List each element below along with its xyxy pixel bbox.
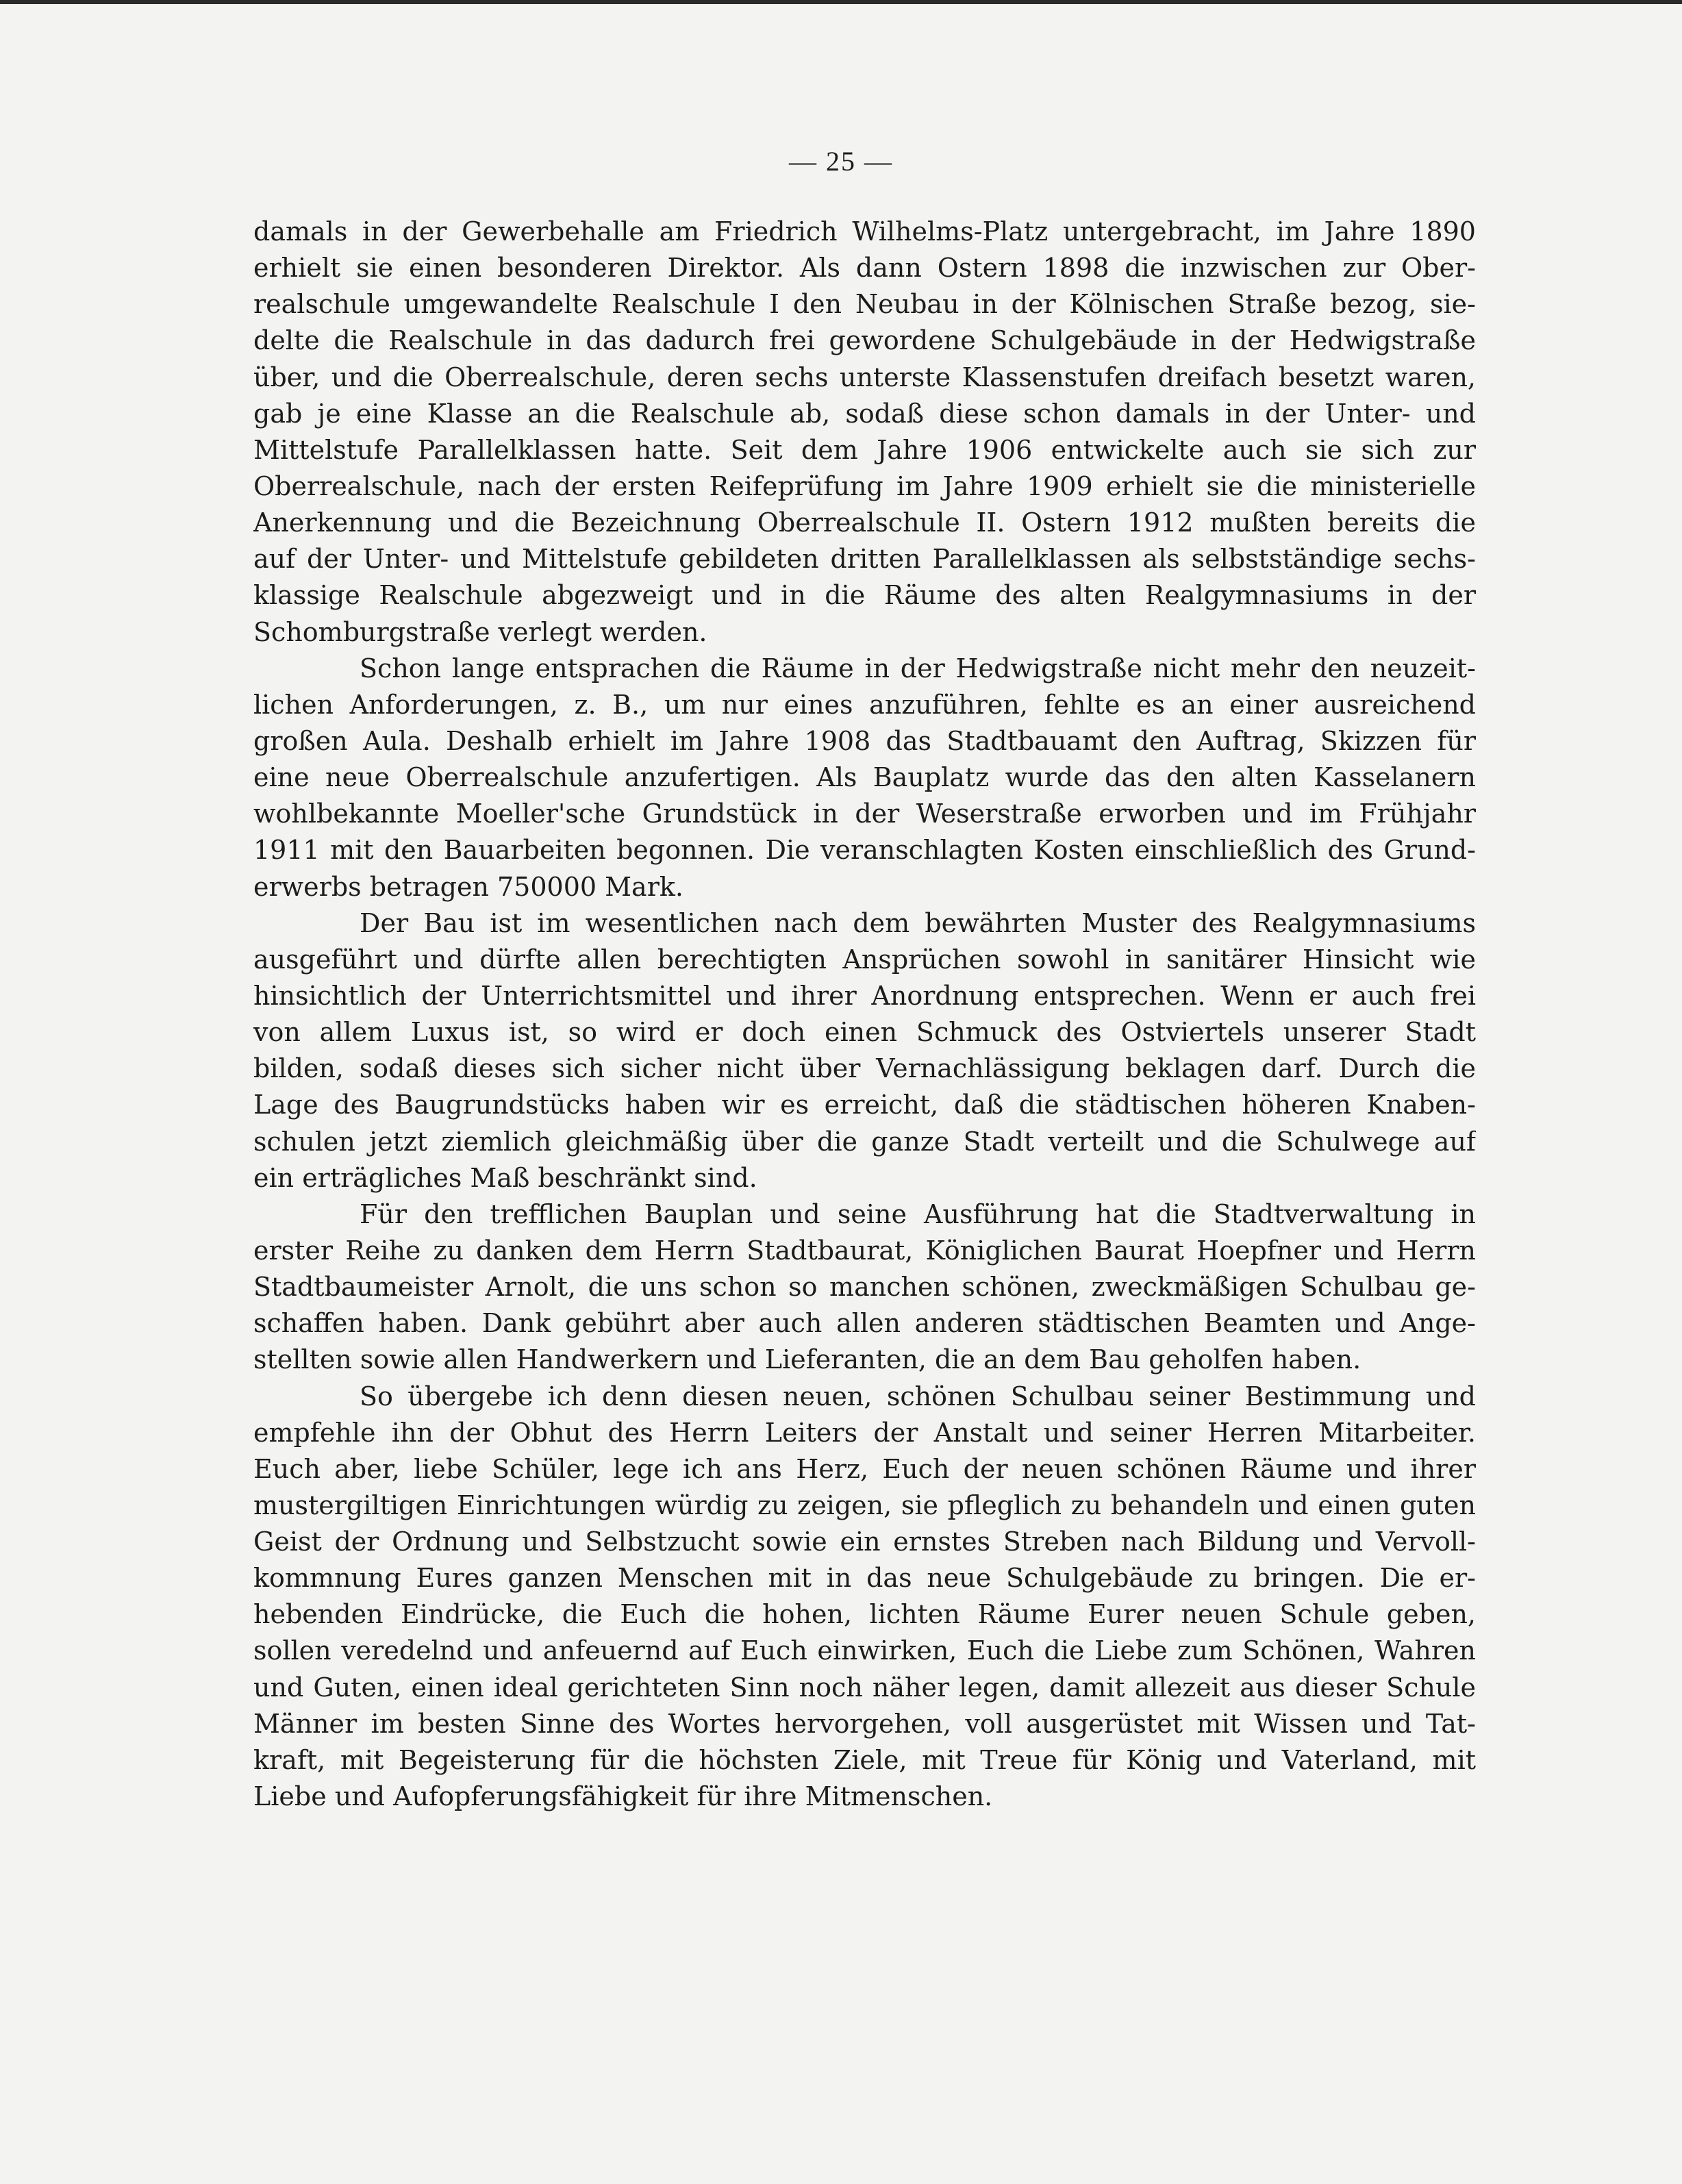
- text-line: auf der Unter- und Mittelstufe gebildeten dritten Parallelklassen als selbstständige sechs-: [253, 544, 1476, 575]
- text-line: ausgeführt und dürfte allen berechtigten Ansprüchen sowohl in sanitärer Hinsicht wie: [253, 944, 1476, 975]
- text-line: über, und die Oberrealschule, deren sechs unterste Klassenstufen dreifach besetzt waren,: [253, 362, 1476, 392]
- paragraph: [253, 651, 1476, 905]
- text-line: stellten sowie allen Handwerkern und Lieferanten, die an dem Bau geholfen haben.: [253, 1344, 1361, 1375]
- text-line: erhielt sie einen besonderen Direktor. Als dann Ostern 1898 die inzwischen zur Ober-: [253, 253, 1476, 284]
- text-line: ein erträgliches Maß beschränkt sind.: [253, 1162, 757, 1193]
- body-text: [253, 214, 1476, 1815]
- text-line: So übergebe ich denn diesen neuen, schönen Schulbau seiner Bestimmung und: [360, 1381, 1476, 1411]
- text-line: Schon lange entsprachen die Räume in der Hedwigstraße nicht mehr den neuzeit-: [360, 653, 1476, 683]
- paragraph: [253, 905, 1476, 1196]
- text-line: Lage des Baugrundstücks haben wir es erreicht, daß die städtischen höheren Knaben-: [253, 1090, 1476, 1120]
- text-line: damals in der Gewerbehalle am Friedrich Wilhelms-Platz untergebracht, im Jahre 1890: [253, 216, 1476, 247]
- paragraph: [253, 1196, 1476, 1379]
- text-line: mustergiltigen Einrichtungen würdig zu zeigen, sie pfleglich zu behandeln und einen guten: [253, 1490, 1476, 1520]
- page-number: — 25 —: [789, 146, 893, 177]
- text-line: realschule umgewandelte Realschule I den Neubau in der Kölnischen Straße bezog, sie-: [253, 289, 1476, 320]
- text-line: Der Bau ist im wesentlichen nach dem bewährten Muster des Realgymnasiums: [360, 907, 1476, 938]
- top-border-rule: [0, 0, 1682, 4]
- text-line: erster Reihe zu danken dem Herrn Stadtbaurat, Königlichen Baurat Hoepfner und Herrn: [253, 1235, 1476, 1266]
- text-line: Stadtbaumeister Arnolt, die uns schon so manchen schönen, zweckmäßigen Schulbau ge-: [253, 1272, 1476, 1303]
- text-line: Männer im besten Sinne des Wortes hervorgehen, voll ausgerüstet mit Wissen und Tat-: [253, 1708, 1476, 1739]
- text-line: Anerkennung und die Bezeichnung Oberrealschule II. Ostern 1912 mußten bereits die: [253, 507, 1476, 538]
- text-line: Liebe und Aufopferungsfähigkeit für ihre Mitmenschen.: [253, 1781, 993, 1812]
- text-line: großen Aula. Deshalb erhielt im Jahre 1908 das Stadtbauamt den Auftrag, Skizzen für: [253, 725, 1476, 756]
- text-line: bilden, sodaß dieses sich sicher nicht über Vernachlässigung beklagen darf. Durch die: [253, 1053, 1476, 1084]
- text-line: sollen veredelnd und anfeuernd auf Euch einwirken, Euch die Liebe zum Schönen, Wahren: [253, 1635, 1476, 1666]
- text-line: delte die Realschule in das dadurch frei gewordene Schulgebäude in der Hedwigstraße: [253, 325, 1476, 356]
- text-line: gab je eine Klasse an die Realschule ab, sodaß diese schon damals in der Unter- und: [253, 398, 1476, 429]
- text-line: Schomburgstraße verlegt werden.: [253, 616, 707, 647]
- text-line: von allem Luxus ist, so wird er doch einen Schmuck des Ostviertels unserer Stadt: [253, 1017, 1476, 1048]
- text-line: wohlbekannte Moeller'sche Grundstück in der Weserstraße erworben und im Frühjahr: [253, 799, 1476, 829]
- text-line: schulen jetzt ziemlich gleichmäßig über die ganze Stadt verteilt und die Schulwege auf: [253, 1126, 1476, 1157]
- text-line: kommnung Eures ganzen Menschen mit in das neue Schulgebäude zu bringen. Die er-: [253, 1563, 1476, 1594]
- text-line: hinsichtlich der Unterrichtsmittel und ihrer Anordnung entsprechen. Wenn er auch frei: [253, 980, 1476, 1011]
- text-line: klassige Realschule abgezweigt und in die Räume des alten Realgymnasiums in der: [253, 580, 1476, 611]
- text-line: lichen Anforderungen, z. B., um nur eines anzuführen, fehlte es an einer ausreichend: [253, 689, 1476, 720]
- text-line: kraft, mit Begeisterung für die höchsten Ziele, mit Treue für König und Vaterland, mit: [253, 1744, 1476, 1775]
- text-line: und Guten, einen ideal gerichteten Sinn noch näher legen, damit allezeit aus dieser Schule: [253, 1672, 1476, 1703]
- text-line: Oberrealschule, nach der ersten Reifeprüfung im Jahre 1909 erhielt sie die ministerielle: [253, 470, 1476, 501]
- text-line: empfehle ihn der Obhut des Herrn Leiters der Anstalt und seiner Herren Mitarbeiter.: [253, 1417, 1476, 1448]
- text-line: Geist der Ordnung und Selbstzucht sowie ein ernstes Streben nach Bildung und Vervoll-: [253, 1527, 1476, 1557]
- paragraph: [253, 1379, 1476, 1816]
- paragraph: [253, 214, 1476, 651]
- text-line: erwerbs betragen 750000 Mark.: [253, 871, 683, 902]
- text-line: Mittelstufe Parallelklassen hatte. Seit dem Jahre 1906 entwickelte auch sie sich zur: [253, 434, 1476, 465]
- text-line: hebenden Eindrücke, die Euch die hohen, lichten Räume Eurer neuen Schule geben,: [253, 1599, 1476, 1630]
- text-line: Für den trefflichen Bauplan und seine Ausführung hat die Stadtverwaltung in: [360, 1198, 1476, 1229]
- text-line: Euch aber, liebe Schüler, lege ich ans Herz, Euch der neuen schönen Räume und ihrer: [253, 1453, 1476, 1484]
- text-line: 1911 mit den Bauarbeiten begonnen. Die veranschlagten Kosten einschließlich des Grund-: [253, 835, 1476, 866]
- text-line: schaffen haben. Dank gebührt aber auch allen anderen städtischen Beamten und Ange-: [253, 1308, 1476, 1339]
- text-line: eine neue Oberrealschule anzufertigen. Als Bauplatz wurde das den alten Kasselanern: [253, 762, 1476, 793]
